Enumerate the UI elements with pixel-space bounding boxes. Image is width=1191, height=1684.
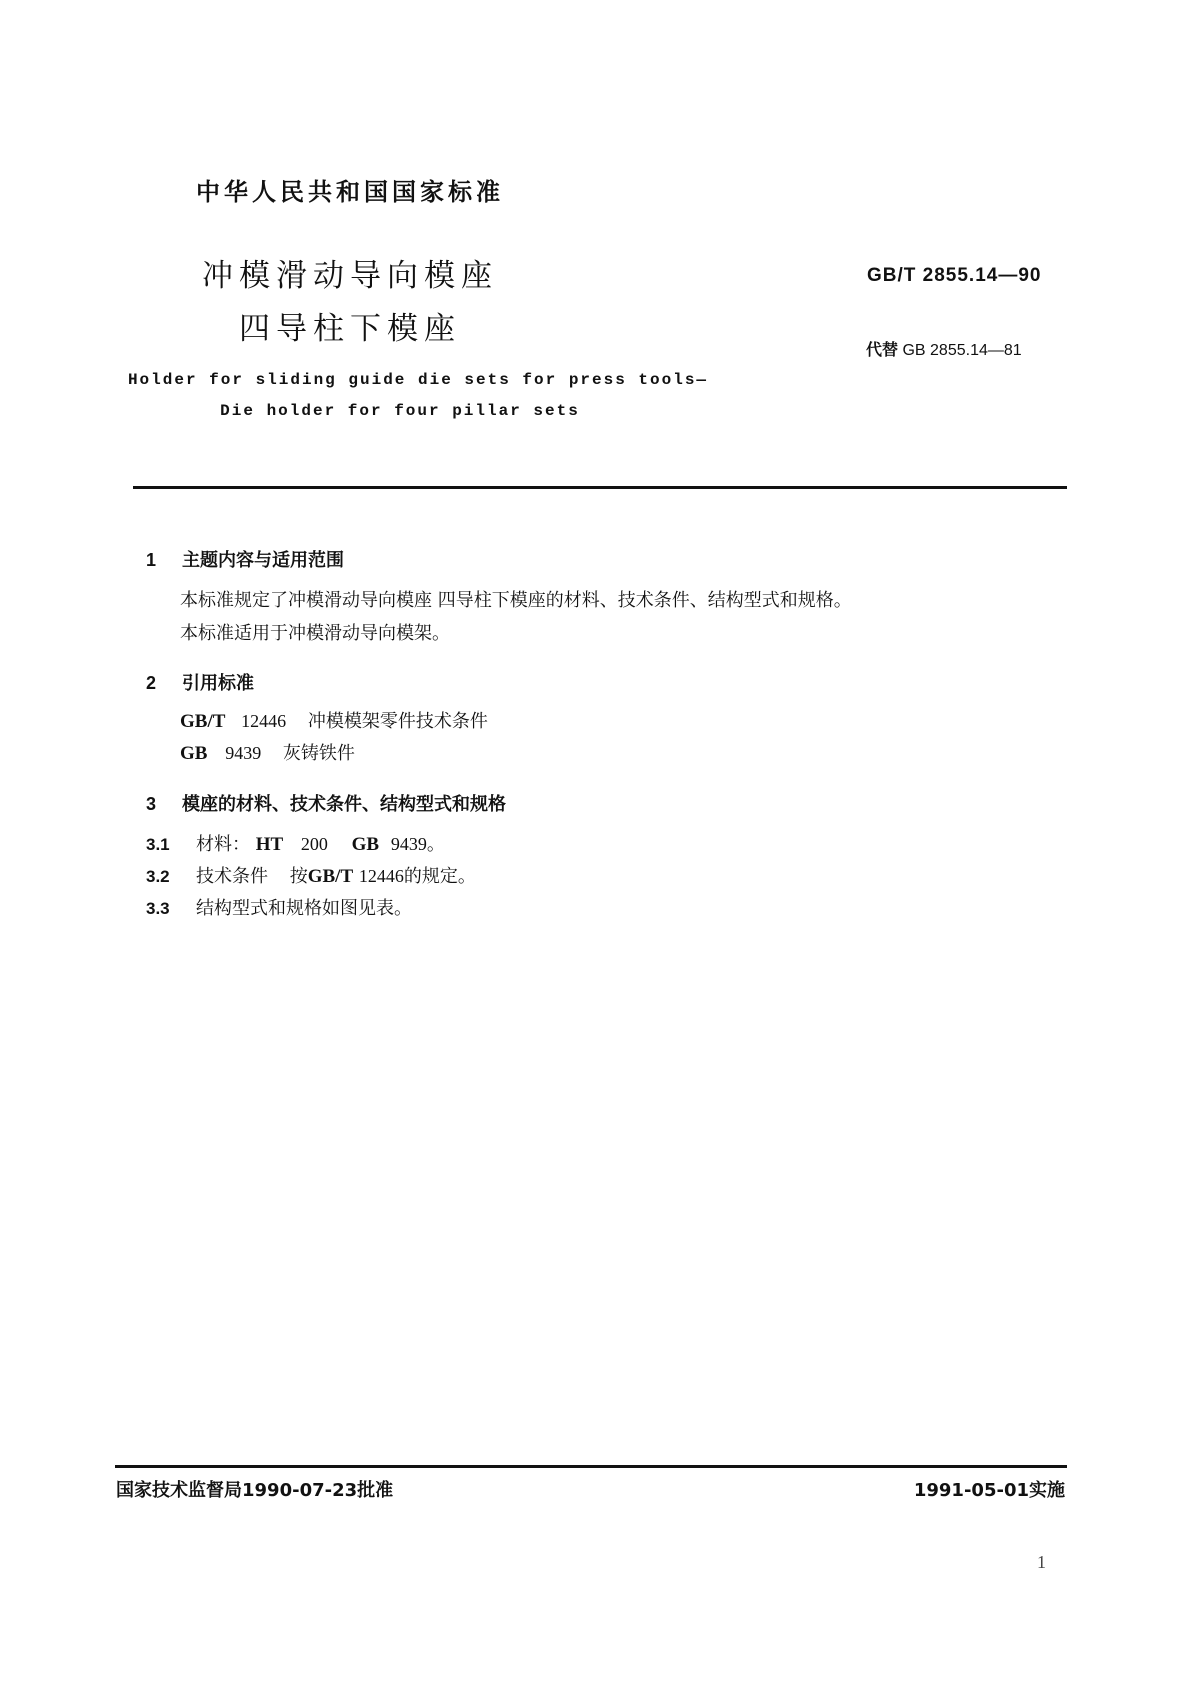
standard-code: GB/T <box>307 866 354 887</box>
reference-number: 9439 <box>225 743 262 763</box>
clause-3-1 <box>146 830 445 856</box>
standard-number-ref: 9439。 <box>390 834 445 854</box>
section-3-heading <box>146 790 506 816</box>
section-3-title: 模座的材料、技术条件、结构型式和规格 <box>182 794 506 815</box>
section-1-heading <box>146 546 344 572</box>
page-number: 1 <box>1037 1552 1046 1572</box>
top-divider <box>133 486 1067 489</box>
clause-suffix: 的规定。 <box>403 866 476 887</box>
section-3-number: 3 <box>146 794 157 814</box>
section-2-number: 2 <box>146 673 157 693</box>
replaces-value: GB 2855.14—81 <box>902 342 1022 359</box>
clause-3-2 <box>146 862 476 888</box>
material-grade: 200 <box>300 834 328 854</box>
clause-prefix: 按 <box>289 866 308 887</box>
reference-row <box>180 739 355 765</box>
section-1-title: 主题内容与适用范围 <box>182 550 344 571</box>
section-1-number: 1 <box>146 550 157 570</box>
national-standard-header: 中华人民共和国国家标准 <box>196 178 504 206</box>
standard-code: GB <box>351 834 380 855</box>
replaces-label: 代替 <box>866 340 899 359</box>
section-1-paragraph-2: 本标准适用于冲模滑动导向模架。 <box>180 623 450 644</box>
title-line-2: 四导柱下模座 <box>239 311 461 347</box>
clause-number: 3.2 <box>146 867 170 886</box>
english-title-line-2: Die holder for four pillar sets <box>220 402 580 420</box>
title-line-1: 冲模滑动导向模座 <box>202 258 498 294</box>
standard-number: GB/T 2855.14—90 <box>867 265 1042 286</box>
clause-number: 3.3 <box>146 899 170 918</box>
material-code: HT <box>255 834 284 855</box>
replaces-standard <box>866 337 1022 360</box>
standard-number-ref: 12446 <box>358 866 404 886</box>
reference-number: 12446 <box>241 711 287 731</box>
reference-name: 冲模模架零件技术条件 <box>307 711 488 732</box>
effective-date: 1991-05-01实施 <box>913 1480 1065 1501</box>
section-1-paragraph-1: 本标准规定了冲模滑动导向模座 四导柱下模座的材料、技术条件、结构型式和规格。 <box>180 590 852 611</box>
bottom-divider <box>115 1465 1067 1468</box>
clause-3-3 <box>146 894 412 920</box>
clause-label: 材料： <box>196 834 250 855</box>
reference-code: GB/T <box>180 711 226 732</box>
reference-row <box>180 707 488 733</box>
clause-label: 技术条件 <box>196 866 268 887</box>
approval-date: 国家技术监督局1990-07-23批准 <box>116 1480 394 1501</box>
section-2-title: 引用标准 <box>182 673 254 694</box>
clause-text: 结构型式和规格如图见表。 <box>196 898 412 919</box>
reference-code: GB <box>180 743 208 764</box>
section-2-heading <box>146 669 254 695</box>
english-title-line-1: Holder for sliding guide die sets for press tools— <box>127 371 709 389</box>
clause-number: 3.1 <box>146 835 170 854</box>
reference-name: 灰铸铁件 <box>282 743 355 764</box>
